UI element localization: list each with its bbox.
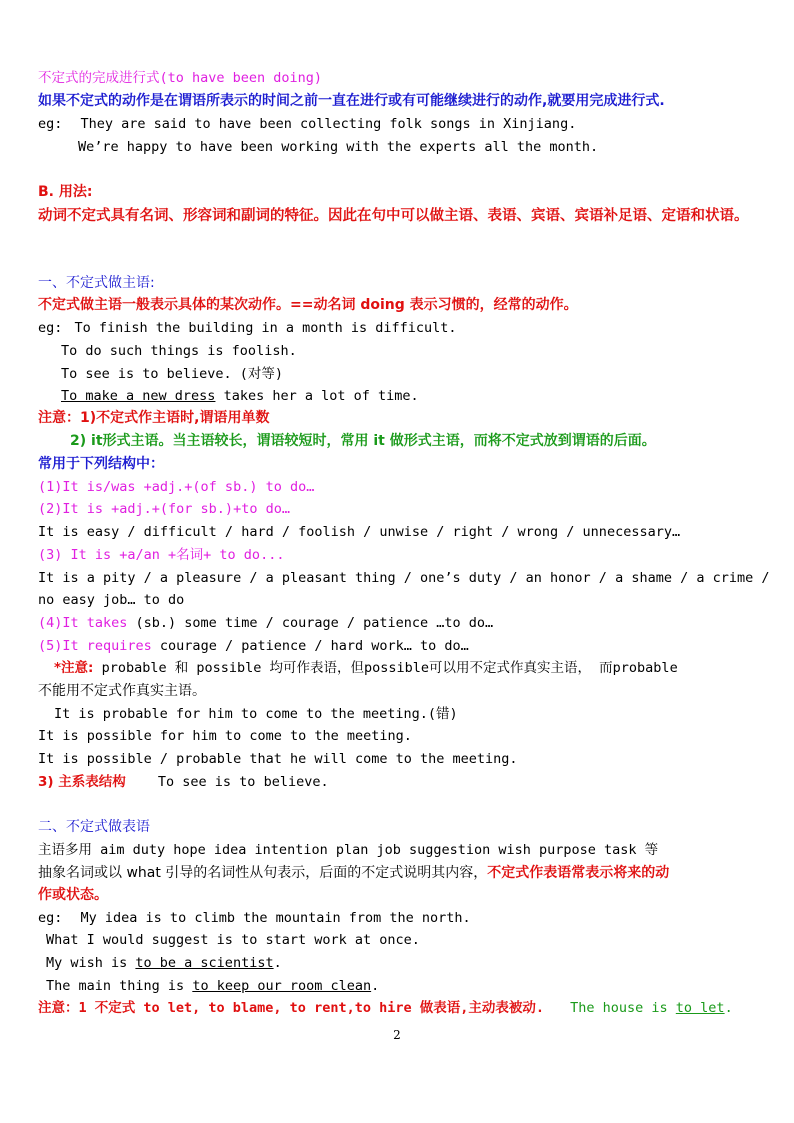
predicative-desc: 主语多用 aim duty hope idea intention plan job suggestion wish purpose task 等 [38,842,659,858]
structures-heading: 常用于下列结构中： [38,456,164,472]
section-title-perfect-continuous: 不定式的完成进行式(to have been doing) [38,70,323,86]
example-text: . [724,1000,733,1016]
example-sentence [61,386,774,406]
underlined-phrase: to be a scientist [135,955,274,971]
underlined-phrase: To make a new dress [61,388,216,404]
structure-text: (sb.) some time / courage / patience …to do… [127,615,494,631]
perfect-continuous-rule: 如果不定式的动作是在谓语所表示的时间之前一直在进行或有可能继续进行的动作,就要用完成进行式. [38,93,665,109]
noun-list: no easy job… to do [38,592,185,608]
subject-rule: 不定式做主语一般表示具体的某次动作。==动名词 doing 表示习惯的，经常的动作。 [38,297,578,313]
structure-3: (3) It is +a/an +名词+ to do... [38,547,285,563]
note-text: 1 不定式 to let, to blame, to rent,to hire 做表语,主动表被动. [78,1000,544,1016]
linking-label: 3) 主系表结构 [38,774,126,790]
section-title-subject: 一、不定式做主语: [38,275,155,291]
example-sentence: It is possible for him to come to the meeting. [38,728,412,744]
adjective-list: It is easy / difficult / hard / foolish / unwise / right / wrong / unnecessary… [38,524,681,540]
example-sentence [46,976,774,996]
example-text: . [371,978,380,994]
noun-list: It is a pity / a pleasure / a pleasant thing / one’s duty / an honor / a shame / a crime / [38,570,770,586]
note-line [38,408,774,428]
structure-1: (1)It is/was +adj.+(of sb.) to do… [38,479,315,495]
structure-label: (4)It takes [38,615,128,631]
note-text: 1)不定式作主语时,谓语用单数 [80,410,270,426]
star-note-text: probable 和 possible 均可作表语，但possible可以用不定式作真实主语， 而probable [93,660,678,676]
star-note [54,658,774,678]
predicative-desc-highlight: 作或状态。 [38,887,108,903]
example-line [38,908,774,928]
section-title-usage: B. 用法: [38,184,93,200]
structure-text: courage / patience / hard work… to do… [151,638,469,654]
example-text: . [273,955,282,971]
structure-4 [38,613,774,633]
example-sentence: It is possible / probable that he will come to the meeting. [38,751,518,767]
example-sentence: They are said to have been collecting folk songs in Xinjiang. [80,116,577,132]
eg-label: eg: [38,910,63,926]
usage-description: 动词不定式具有名词、形容词和副词的特征。因此在句中可以做主语、表语、宾语、宾语补足语、定语和状语。 [38,208,749,224]
example-sentence: It is probable for him to come to the meeting.(错) [54,706,458,722]
note-line [70,431,774,451]
section-title-predicative: 二、不定式做表语 [38,819,150,835]
eg-label: eg: [38,320,63,336]
note-line [38,998,774,1018]
star-note-text: 不能用不定式作真实主语。 [38,683,206,699]
example-text: My wish is [46,955,136,971]
note-example [570,1000,733,1016]
underlined-phrase: to keep our room clean [192,978,372,994]
structure-5 [38,636,774,656]
predicative-desc-highlight: 不定式作表语常表示将来的动 [487,865,670,881]
example-text: The house is [570,1000,676,1016]
example-sentence: To see is to believe. (对等) [61,366,284,382]
note-label: 注意： [38,1000,79,1016]
note-text: 形式主语。当主语较长，谓语较短时，常用 it 做形式主语，而将不定式放到谓语的后面。 [102,433,656,449]
example-line [38,318,774,338]
structure-label: (5)It requires [38,638,152,654]
star-note-label: *注意: [54,660,94,676]
example-sentence: We’re happy to have been working with the experts all the month. [78,139,599,155]
eg-label: eg: [38,116,63,132]
predicative-desc [38,863,774,883]
example-text: The main thing is [46,978,193,994]
example-sentence: What I would suggest is to start work at once. [46,932,420,948]
page-number: 2 [393,1028,401,1042]
example-sentence [46,953,774,973]
note-text: 2) it [70,433,103,449]
linking-structure [38,772,774,792]
note-label: 注意： [38,410,80,426]
example-sentence: To finish the building in a month is difficult. [74,320,457,336]
example-sentence: My idea is to climb the mountain from the north. [80,910,471,926]
structure-2: (2)It is +adj.+(for sb.)+to do… [38,501,290,517]
example-sentence: To see is to believe. [157,774,329,790]
example-sentence: To do such things is foolish. [61,343,297,359]
example-line [38,114,774,134]
underlined-phrase: to let [675,1000,725,1016]
predicative-desc-text: 抽象名词或以 what 引导的名词性从句表示，后面的不定式说明其内容， [38,865,488,881]
example-rest: takes her a lot of time. [215,388,419,404]
